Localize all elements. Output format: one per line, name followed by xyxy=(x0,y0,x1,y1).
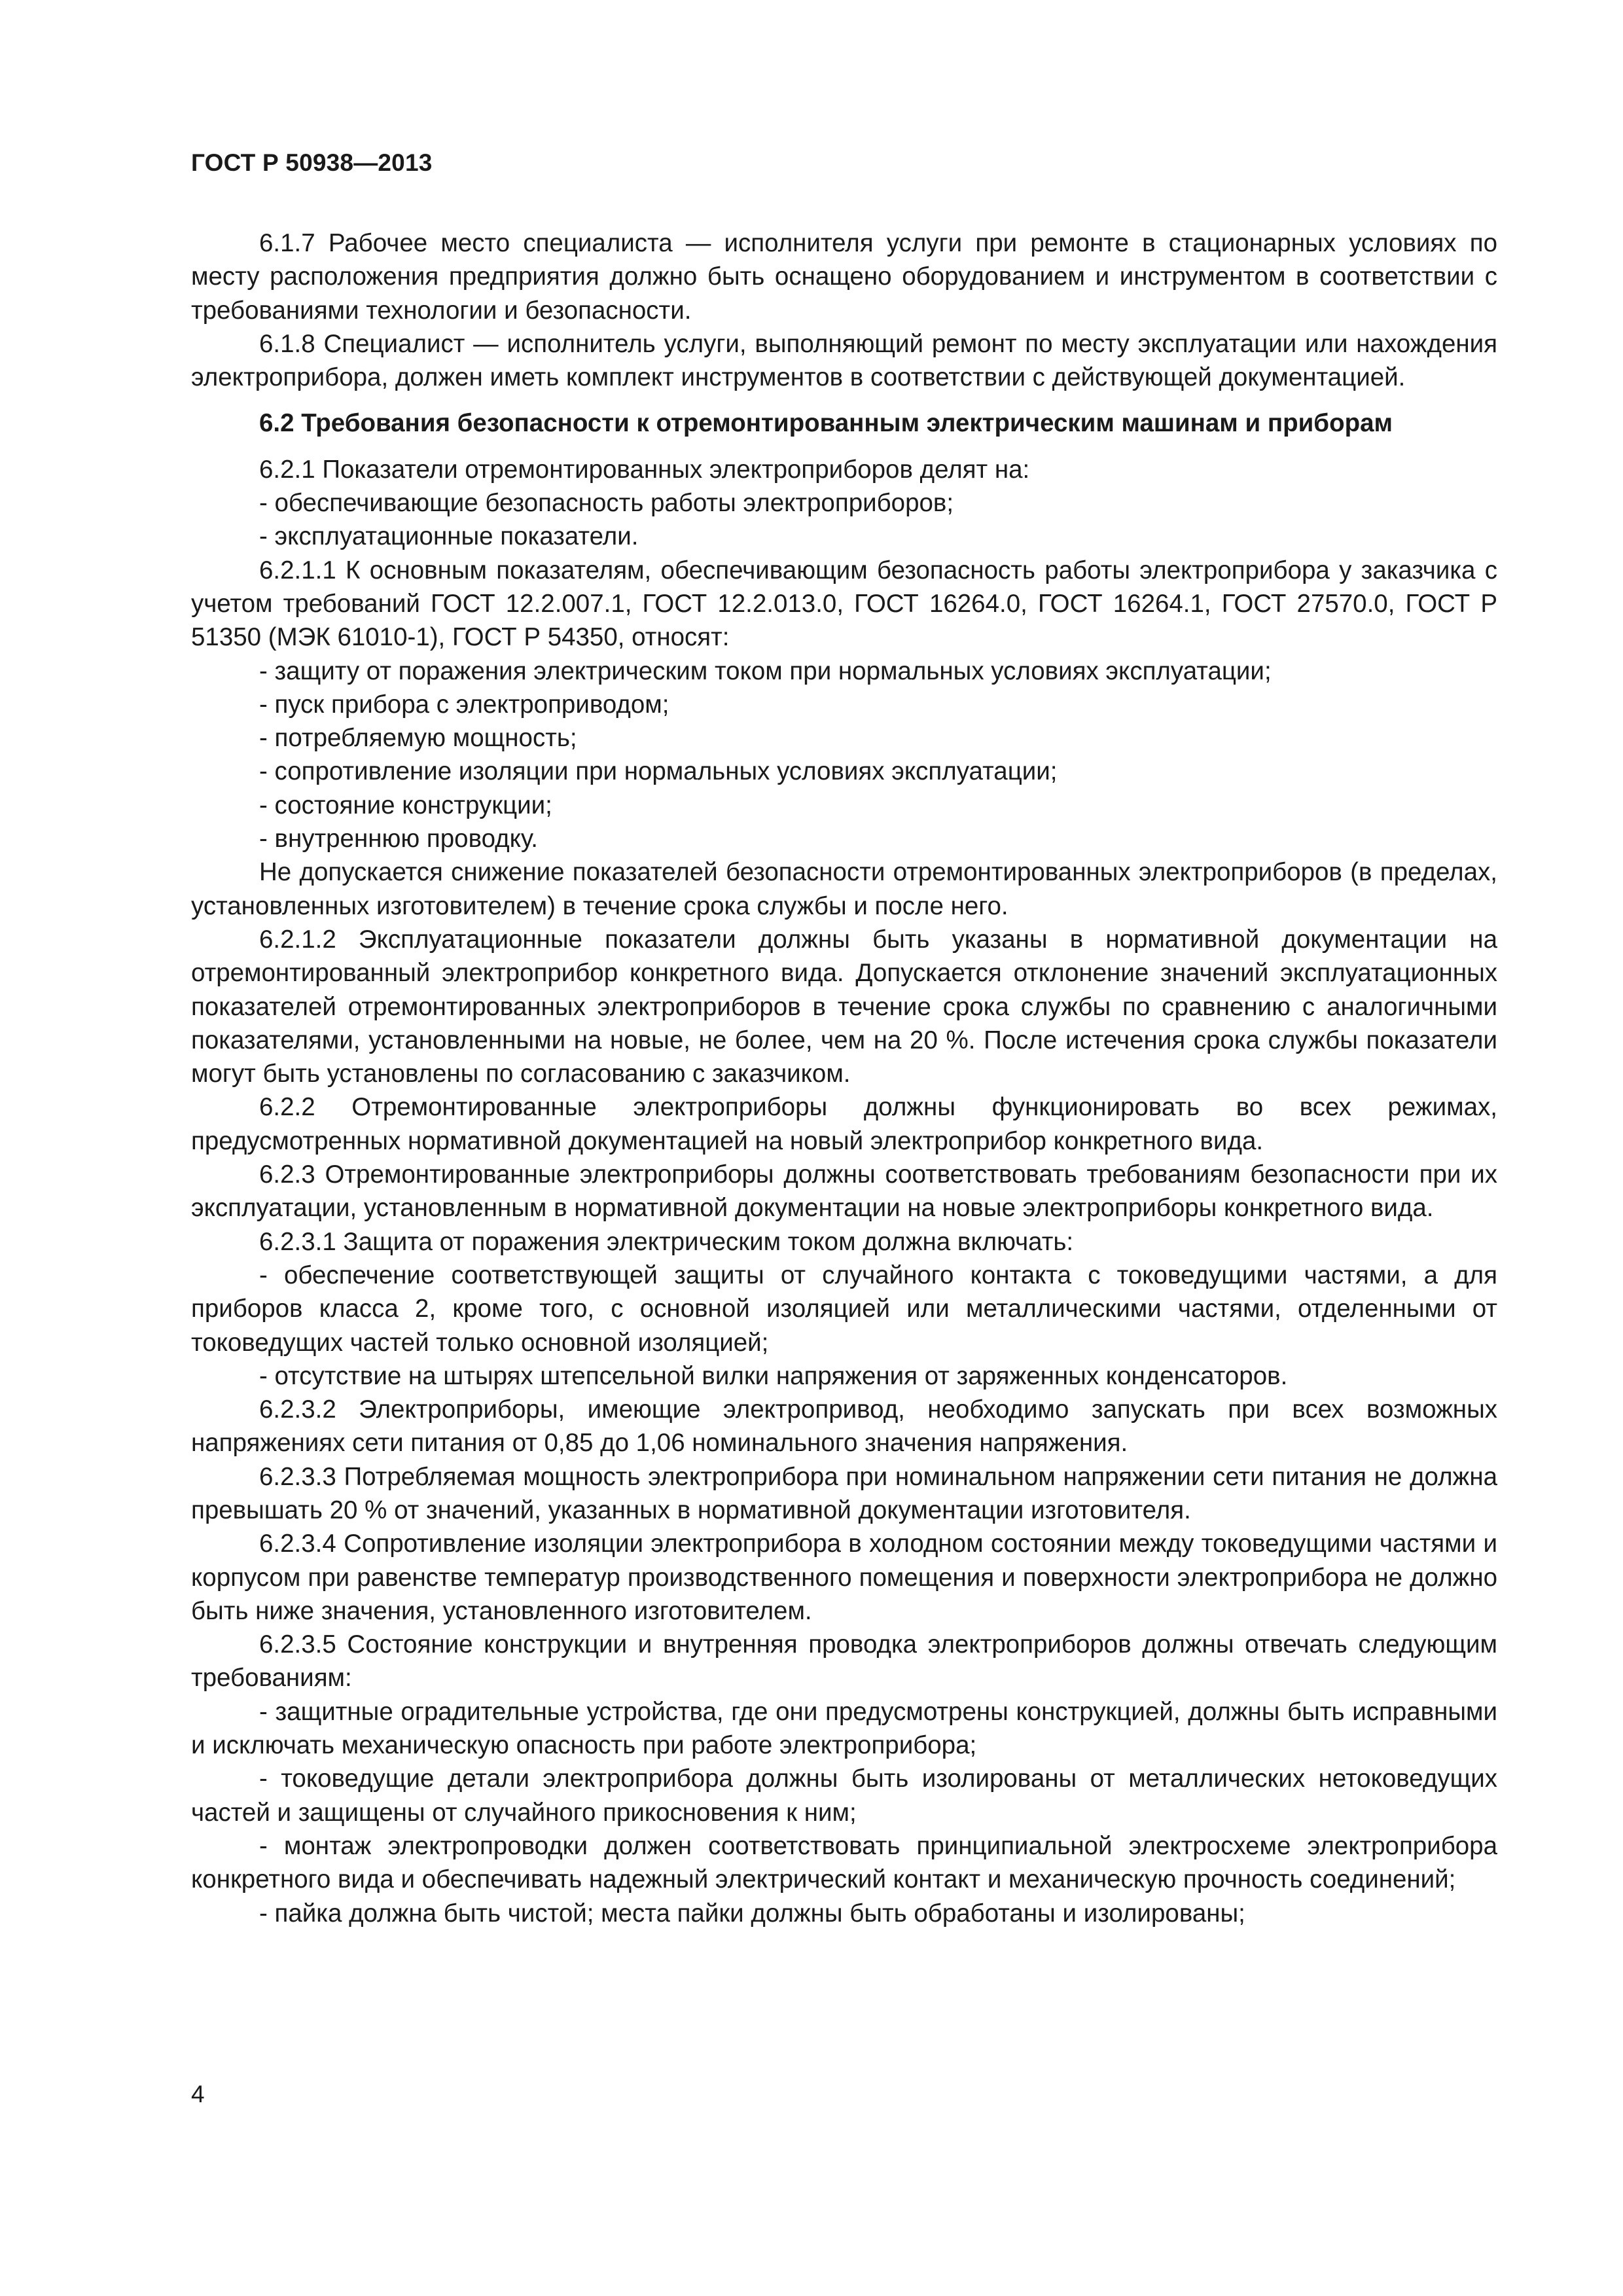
list-item: - эксплуатационные показатели. xyxy=(259,522,639,551)
paragraph: Не допускается снижение показателей безопасности отремонтированных электроприборов (в пределах, установленных изготовителем) в течение срока службы и после него. xyxy=(191,858,1497,920)
list-item: - обеспечивающие безопасность работы электроприборов; xyxy=(259,489,954,518)
paragraph: 6.2.2 Отремонтированные электроприборы должны функционировать во всех режимах, предусмотренных нормативной документацией на новый электроприбор конкретного вида. xyxy=(191,1093,1497,1155)
list-item: - токоведущие детали электроприбора должны быть изолированы от металлических нетоковедущих частей и защищены от случайного прикосновения к ним; xyxy=(191,1765,1497,1827)
list-item: - потребляемую мощность; xyxy=(259,724,577,753)
paragraph: 6.2.1 Показатели отремонтированных электроприборов делят на: xyxy=(259,455,1030,484)
paragraph: 6.2.3.1 Защита от поражения электрическим током должна включать: xyxy=(259,1227,1074,1256)
paragraph: 6.2.3.4 Сопротивление изоляции электроприбора в холодном состоянии между токоведущими частями и корпусом при равенстве температур производственного помещения и поверхности электроприбора не должно быть ниже значения, установленного изготовителем. xyxy=(191,1530,1497,1625)
list-item: - внутреннюю проводку. xyxy=(259,825,539,853)
paragraph: 6.1.7 Рабочее место специалиста — исполнителя услуги при ремонте в стационарных условиях по месту расположения предприятия должно быть оснащено оборудованием и инструментом в соответствии с требованиями технологии и безопасности. xyxy=(191,229,1497,325)
page-header-standard-id: ГОСТ Р 50938—2013 xyxy=(191,149,433,176)
list-item: - обеспечение соответствующей защиты от случайного контакта с токоведущими частями, а для приборов класса 2, кроме того, с основной изоляцией или металлическими частями, отделенными от токоведущих частей только основной изоляцией; xyxy=(191,1261,1497,1357)
page-number: 4 xyxy=(191,2081,205,2108)
paragraph: 6.2.1.1 К основным показателям, обеспечивающим безопасность работы электроприбора у заказчика с учетом требований ГОСТ 12.2.007.1, ГОСТ 12.2.013.0, ГОСТ 16264.0, ГОСТ 16264.1, ГОСТ 27570.0, ГОСТ Р 51350 (МЭК 61010-1), ГОСТ Р 54350, относят: xyxy=(191,556,1497,652)
list-item: - отсутствие на штырях штепсельной вилки напряжения от заряженных конденсаторов. xyxy=(259,1361,1288,1390)
paragraph: 6.2.3 Отремонтированные электроприборы должны соответствовать требованиям безопасности при их эксплуатации, установленным в нормативной документации на новые электроприборы конкретного вида. xyxy=(191,1160,1497,1223)
list-item: - состояние конструкции; xyxy=(259,791,552,819)
section-heading: 6.2 Требования безопасности к отремонтированным электрическим машинам и приборам xyxy=(259,409,1393,438)
list-item: - защитные оградительные устройства, где они предусмотрены конструкцией, должны быть исправными и исключать механическую опасность при работе электроприбора; xyxy=(191,1697,1497,1760)
document-body xyxy=(191,226,1497,1930)
paragraph: 6.1.8 Специалист — исполнитель услуги, выполняющий ремонт по месту эксплуатации или нахождения электроприбора, должен иметь комплект инструментов в соответствии с действующей документацией. xyxy=(191,329,1497,392)
list-item: - монтаж электропроводки должен соответствовать принципиальной электросхеме электроприбора конкретного вида и обеспечивать надежный электрический контакт и механическую прочность соединений; xyxy=(191,1831,1497,1894)
list-item: - защиту от поражения электрическим током при нормальных условиях эксплуатации; xyxy=(259,656,1272,685)
list-item: - пуск прибора с электроприводом; xyxy=(259,690,669,719)
paragraph: 6.2.1.2 Эксплуатационные показатели должны быть указаны в нормативной документации на отремонтированный электроприбор конкретного вида. Допускается отклонение значений эксплуатационных показателей отремонтированных электроприборов в течение срока службы по сравнению с аналогичными показателями, установленными на новые, не более, чем на 20 %. После истечения срока службы показатели могут быть установлены по согласованию с заказчиком. xyxy=(191,925,1497,1088)
paragraph: 6.2.3.3 Потребляемая мощность электроприбора при номинальном напряжении сети питания не должна превышать 20 % от значений, указанных в нормативной документации изготовителя. xyxy=(191,1462,1497,1524)
list-item: - сопротивление изоляции при нормальных условиях эксплуатации; xyxy=(259,757,1058,786)
list-item: - пайка должна быть чистой; места пайки должны быть обработаны и изолированы; xyxy=(259,1899,1245,1928)
paragraph: 6.2.3.2 Электроприборы, имеющие электропривод, необходимо запускать при всех возможных напряжениях сети питания от 0,85 до 1,06 номинального значения напряжения. xyxy=(191,1395,1497,1458)
paragraph: 6.2.3.5 Состояние конструкции и внутренняя проводка электроприборов должны отвечать следующим требованиям: xyxy=(191,1630,1497,1693)
